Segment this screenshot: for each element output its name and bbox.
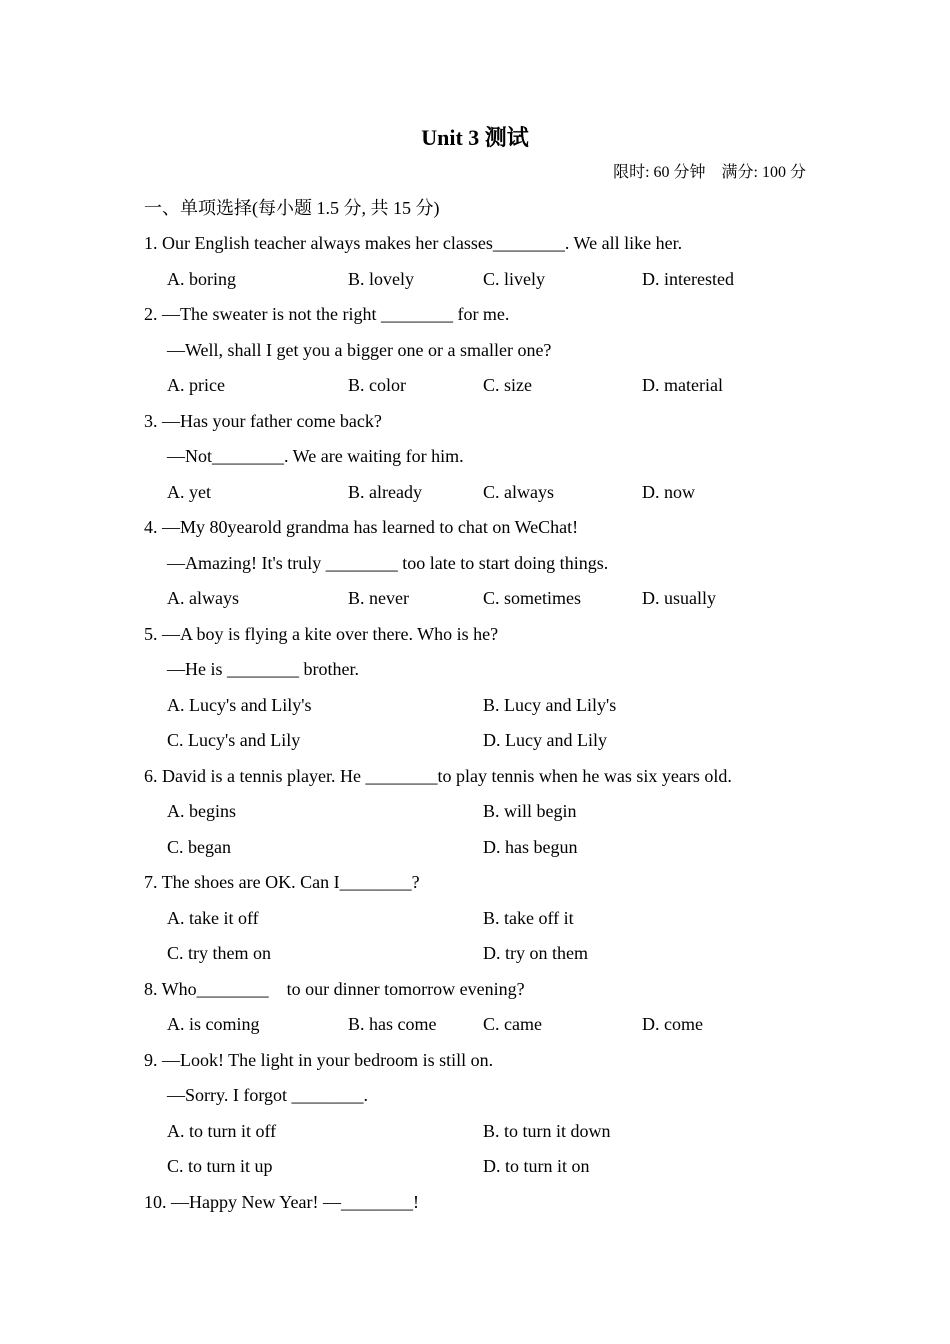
question-5-option-d: D. Lucy and Lily bbox=[483, 730, 607, 751]
question-3-option-d: D. now bbox=[642, 481, 695, 502]
question-8-option-b: B. has come bbox=[348, 1014, 437, 1035]
question-8-options bbox=[144, 1007, 806, 1043]
question-8-option-d: D. come bbox=[642, 1014, 703, 1035]
question-7-option-a: A. take it off bbox=[167, 907, 259, 928]
question-1-option-c: C. lively bbox=[483, 268, 545, 289]
question-3-option-c: C. always bbox=[483, 481, 554, 502]
question-6-option-a: A. begins bbox=[167, 801, 236, 822]
question-7 bbox=[144, 865, 806, 972]
exam-content bbox=[144, 120, 806, 1221]
question-6-options-row-1 bbox=[144, 794, 806, 830]
question-6-options-row-2 bbox=[144, 830, 806, 866]
question-9-option-b: B. to turn it down bbox=[483, 1120, 611, 1141]
question-5 bbox=[144, 617, 806, 759]
question-8-option-a: A. is coming bbox=[167, 1014, 260, 1035]
question-6-option-c: C. began bbox=[167, 836, 231, 857]
question-6-option-b: B. will begin bbox=[483, 801, 577, 822]
question-9-option-a: A. to turn it off bbox=[167, 1120, 277, 1141]
question-4 bbox=[144, 510, 806, 617]
question-1-option-b: B. lovely bbox=[348, 268, 414, 289]
question-7-options-row-1 bbox=[144, 901, 806, 937]
question-6-stem: 6. David is a tennis player. He ________to play tennis when he was six years old. bbox=[144, 765, 732, 786]
question-10 bbox=[144, 1185, 806, 1221]
question-2-option-c: C. size bbox=[483, 375, 532, 396]
question-9-stem: 9. —Look! The light in your bedroom is still on. bbox=[144, 1049, 494, 1070]
question-7-option-c: C. try them on bbox=[167, 943, 271, 964]
question-3-option-a: A. yet bbox=[167, 481, 211, 502]
question-7-option-b: B. take off it bbox=[483, 907, 574, 928]
question-5-option-b: B. Lucy and Lily's bbox=[483, 694, 617, 715]
question-4-reply: —Amazing! It's truly ________ too late to start doing things. bbox=[167, 552, 609, 573]
question-5-options-row-1 bbox=[144, 688, 806, 724]
question-2-option-b: B. color bbox=[348, 375, 406, 396]
question-9-option-d: D. to turn it on bbox=[483, 1156, 590, 1177]
question-9 bbox=[144, 1043, 806, 1185]
question-5-option-c: C. Lucy's and Lily bbox=[167, 730, 301, 751]
question-4-options bbox=[144, 581, 806, 617]
question-2-reply: —Well, shall I get you a bigger one or a smaller one? bbox=[167, 339, 552, 360]
question-1 bbox=[144, 226, 806, 297]
question-8-stem: 8. Who________ to our dinner tomorrow evening? bbox=[144, 978, 525, 999]
question-9-options-row-1 bbox=[144, 1114, 806, 1150]
question-1-options bbox=[144, 262, 806, 298]
question-6-option-d: D. has begun bbox=[483, 836, 578, 857]
page-title: Unit 3 测试 bbox=[421, 124, 529, 150]
question-1-option-a: A. boring bbox=[167, 268, 236, 289]
question-7-stem: 7. The shoes are OK. Can I________? bbox=[144, 872, 420, 893]
question-10-stem: 10. —Happy New Year! —________! bbox=[144, 1191, 419, 1212]
question-4-option-a: A. always bbox=[167, 588, 239, 609]
question-2-option-d: D. material bbox=[642, 375, 723, 396]
question-4-stem: 4. —My 80yearold grandma has learned to chat on WeChat! bbox=[144, 517, 579, 538]
question-3-reply: —Not________. We are waiting for him. bbox=[167, 446, 464, 467]
question-9-option-c: C. to turn it up bbox=[167, 1156, 273, 1177]
question-3-stem: 3. —Has your father come back? bbox=[144, 410, 382, 431]
question-7-option-d: D. try on them bbox=[483, 943, 588, 964]
question-1-option-d: D. interested bbox=[642, 268, 734, 289]
question-9-reply: —Sorry. I forgot ________. bbox=[167, 1085, 368, 1106]
question-2-option-a: A. price bbox=[167, 375, 225, 396]
question-4-option-b: B. never bbox=[348, 588, 409, 609]
question-1-stem: 1. Our English teacher always makes her classes________. We all like her. bbox=[144, 233, 683, 254]
exam-info: 限时: 60 分钟 满分: 100 分 bbox=[613, 164, 806, 182]
question-9-options-row-2 bbox=[144, 1149, 806, 1185]
question-5-option-a: A. Lucy's and Lily's bbox=[167, 694, 312, 715]
question-8-option-c: C. came bbox=[483, 1014, 542, 1035]
question-3-option-b: B. already bbox=[348, 481, 422, 502]
question-2 bbox=[144, 297, 806, 404]
question-7-options-row-2 bbox=[144, 936, 806, 972]
question-8 bbox=[144, 972, 806, 1043]
question-4-option-d: D. usually bbox=[642, 588, 716, 609]
question-6 bbox=[144, 759, 806, 866]
question-2-stem: 2. —The sweater is not the right ________ for me. bbox=[144, 304, 510, 325]
section-heading: 一、单项选择(每小题 1.5 分, 共 15 分) bbox=[144, 197, 440, 218]
question-3 bbox=[144, 404, 806, 511]
question-3-options bbox=[144, 475, 806, 511]
question-5-options-row-2 bbox=[144, 723, 806, 759]
question-2-options bbox=[144, 368, 806, 404]
question-4-option-c: C. sometimes bbox=[483, 588, 581, 609]
question-5-reply: —He is ________ brother. bbox=[167, 659, 359, 680]
question-5-stem: 5. —A boy is flying a kite over there. Who is he? bbox=[144, 623, 499, 644]
